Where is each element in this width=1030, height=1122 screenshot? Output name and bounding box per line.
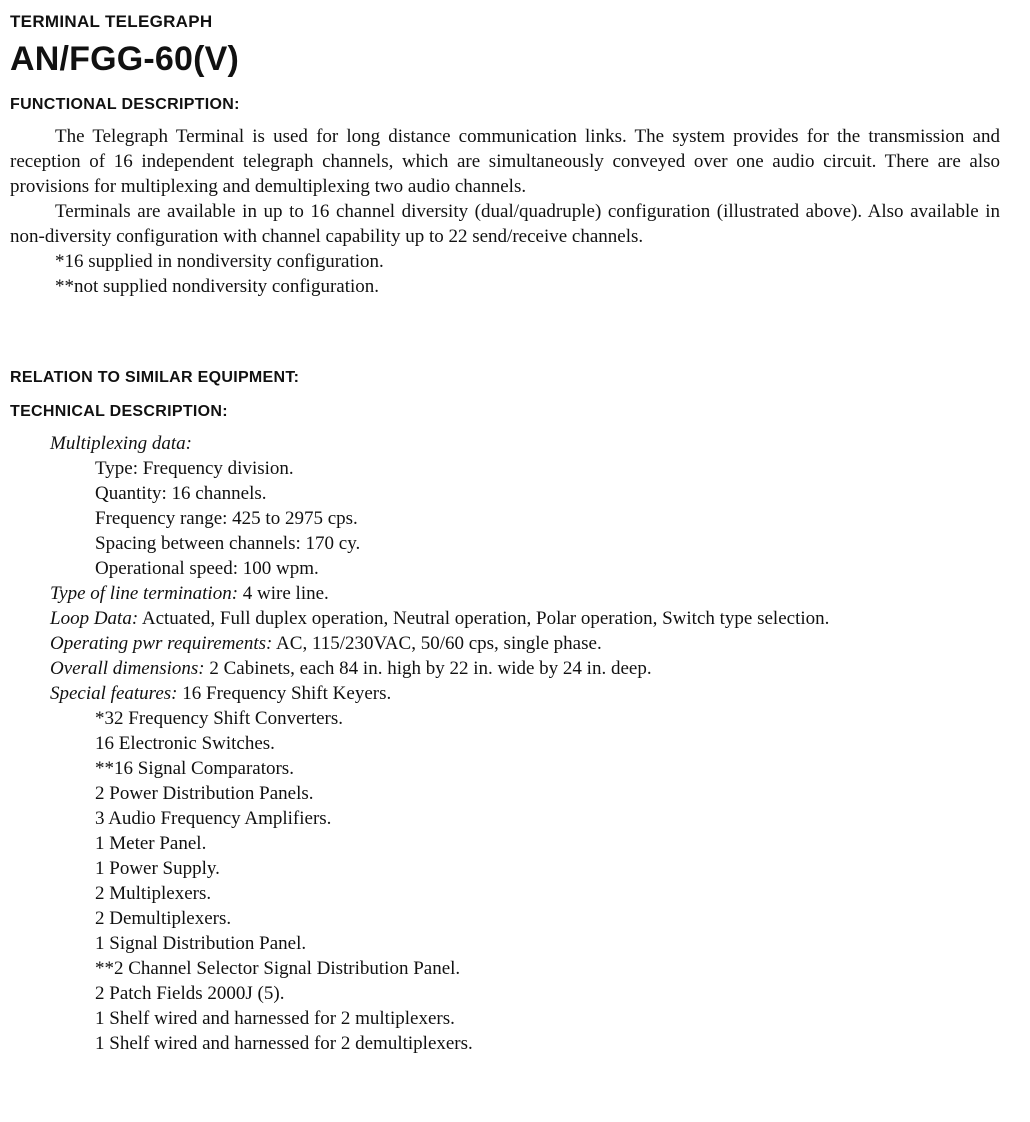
multiplexing-item: Spacing between channels: 170 cy. <box>95 533 361 554</box>
relation-heading: RELATION TO SIMILAR EQUIPMENT: <box>10 369 300 386</box>
footnote-1: *16 supplied in nondiversity configuration. <box>55 251 384 272</box>
special-item: 2 Demultiplexers. <box>95 908 232 929</box>
functional-section <box>10 124 1000 299</box>
special-item: 1 Power Supply. <box>95 858 220 879</box>
dimensions-value: 2 Cabinets, each 84 in. high by 22 in. wide by 24 in. deep. <box>204 658 652 679</box>
functional-heading: FUNCTIONAL DESCRIPTION: <box>10 96 240 113</box>
special-item: 2 Power Distribution Panels. <box>95 783 314 804</box>
technical-section <box>50 431 1000 1056</box>
loop-data-value: Actuated, Full duplex operation, Neutral operation, Polar operation, Switch type selection. <box>138 608 830 629</box>
special-item: *32 Frequency Shift Converters. <box>95 708 344 729</box>
technical-heading: TECHNICAL DESCRIPTION: <box>10 403 228 420</box>
multiplexing-item: Quantity: 16 channels. <box>95 483 267 504</box>
line-termination-label: Type of line termination: <box>50 583 239 604</box>
line-termination-value: 4 wire line. <box>238 583 329 604</box>
special-features <box>50 681 1000 706</box>
multiplexing-item: Operational speed: 100 wpm. <box>95 558 319 579</box>
special-item: 2 Multiplexers. <box>95 883 212 904</box>
line-termination <box>50 581 1000 606</box>
special-item: 1 Shelf wired and harnessed for 2 demultiplexers. <box>95 1033 473 1054</box>
special-item: 2 Patch Fields 2000J (5). <box>95 983 285 1004</box>
power-value: AC, 115/230VAC, 50/60 cps, single phase. <box>272 633 602 654</box>
functional-paragraph-1: The Telegraph Terminal is used for long distance communication links. The system provides for the transmission and reception of 16 independent telegraph channels, which are simultaneously conveyed over one audio circuit. There are also provisions for multiplexing and demultiplexing two audio channels. <box>10 126 1000 197</box>
special-item: 1 Shelf wired and harnessed for 2 multiplexers. <box>95 1008 455 1029</box>
special-first: 16 Frequency Shift Keyers. <box>177 683 392 704</box>
functional-paragraph-2: Terminals are available in up to 16 channel diversity (dual/quadruple) configuration (illustrated above). Also available in non-diversity configuration with channel capability up to 22 send/receive channels. <box>10 201 1000 247</box>
loop-data <box>50 606 1000 631</box>
multiplexing-item: Frequency range: 425 to 2975 cps. <box>95 508 358 529</box>
power-label: Operating pwr requirements: <box>50 633 273 654</box>
document-title: AN/FGG-60(V) <box>10 40 240 78</box>
power-requirements <box>50 631 1000 656</box>
multiplexing-item: Type: Frequency division. <box>95 458 294 479</box>
special-label: Special features: <box>50 683 178 704</box>
special-item: **16 Signal Comparators. <box>95 758 294 779</box>
loop-data-label: Loop Data: <box>50 608 139 629</box>
footnote-2: **not supplied nondiversity configuration. <box>55 276 380 297</box>
special-item: **2 Channel Selector Signal Distribution Panel. <box>95 958 461 979</box>
special-item: 1 Signal Distribution Panel. <box>95 933 307 954</box>
special-item: 3 Audio Frequency Amplifiers. <box>95 808 332 829</box>
special-item: 16 Electronic Switches. <box>95 733 275 754</box>
multiplexing-label: Multiplexing data: <box>50 433 192 454</box>
overall-dimensions <box>50 656 1000 681</box>
dimensions-label: Overall dimensions: <box>50 658 205 679</box>
document-kicker: TERMINAL TELEGRAPH <box>10 12 213 31</box>
special-item: 1 Meter Panel. <box>95 833 207 854</box>
